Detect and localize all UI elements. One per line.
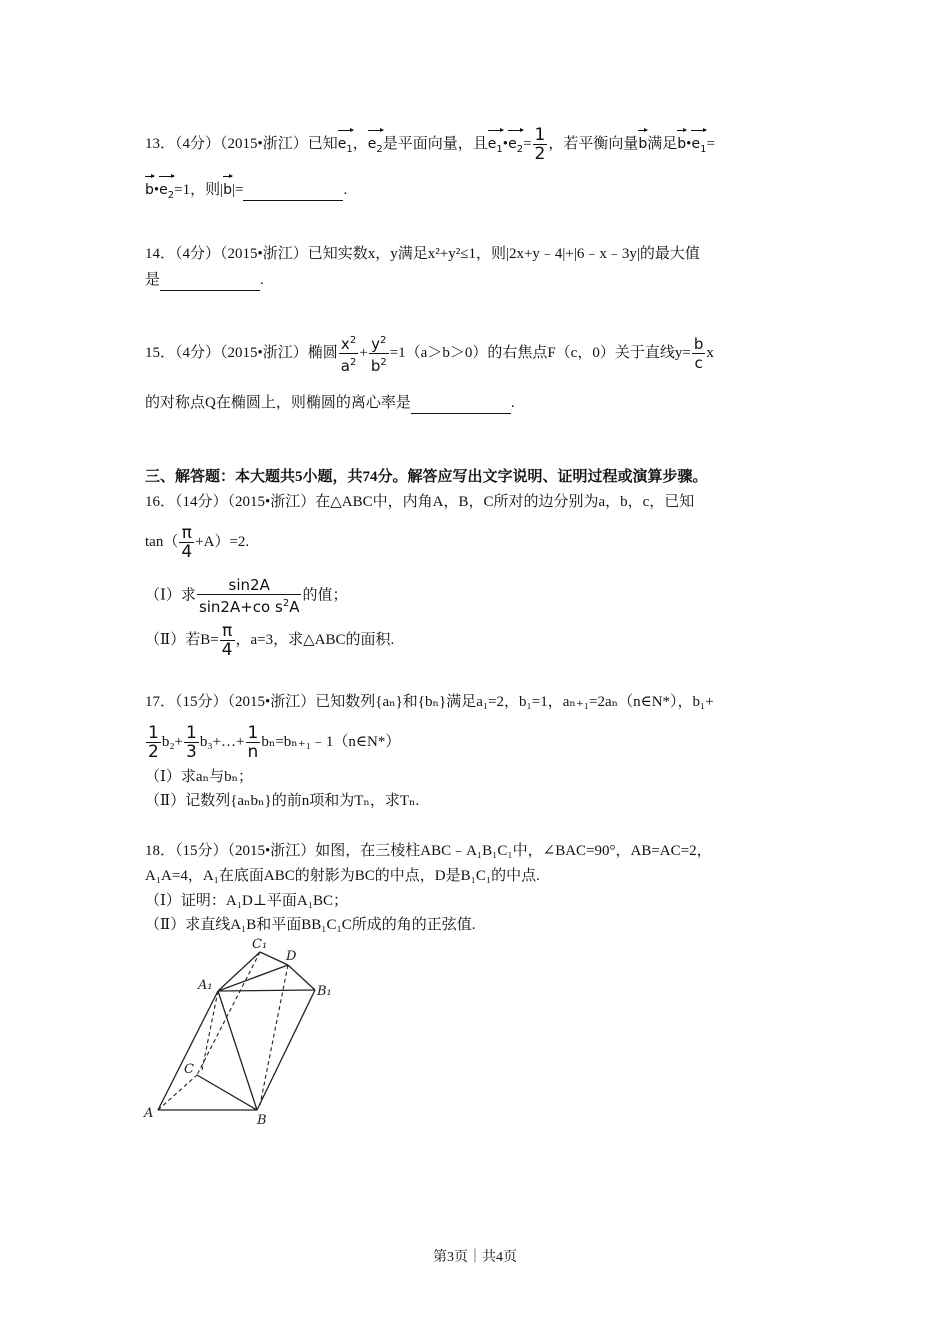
label-b: B — [257, 1113, 267, 1125]
page-footer: 第3页｜共4页 — [433, 1250, 517, 1265]
vector-b: b — [638, 128, 647, 154]
q16-line2: tan（ $\frac{\pi}{4}$ +A）=2. — [145, 523, 250, 562]
vector-e2: $e_2$ — [368, 128, 383, 160]
fraction-sin2a: $\frac{\sin 2A}{\sin 2A+co s^2A}$ — [198, 576, 300, 616]
label-a1: A₁ — [198, 978, 213, 993]
vector-b: b — [223, 174, 232, 200]
fraction-pi-over-4: $\frac{\pi}{4}$ — [181, 523, 193, 562]
q13-line2: $b•e_2=1$，则|b|= . — [145, 174, 347, 206]
vector-e1: $e_1$ — [338, 128, 353, 160]
fraction-1-n: $\frac{1}{n}$ — [247, 723, 259, 762]
q17-line2: $\frac{1}{2}$ b₂+ $\frac{1}{3}$ b₃+…+ $\frac{1}{n}$ bₙ=bₙ₊₁﹣1（n∈N*） — [148, 723, 401, 762]
fraction-pi-over-4: $\frac{\pi}{4}$ — [221, 621, 233, 660]
answer-blank — [243, 180, 343, 201]
label-c1: C₁ — [252, 937, 268, 952]
fraction-y2-b2: $\frac{y^2}{b^2}$ — [369, 332, 389, 375]
q18-line2: A₁A=4，A₁在底面ABC的射影为BC的中点，D是B₁C₁的中点. — [145, 868, 540, 884]
prism-figure — [140, 935, 360, 1125]
q15-line2: 的对称点Q在椭圆上，则椭圆的离心率是 . — [145, 393, 515, 414]
label-c: C — [184, 1062, 194, 1077]
q14-line1: 14．（4分）（2015•浙江）已知实数x，y满足x²+y²≤1，则|2x+y﹣4|+|6﹣x﹣3y|的最大值 — [145, 246, 700, 262]
fraction-one-half: $\frac{1}{2}$ — [534, 125, 546, 164]
q18-line1: 18．（15分）（2015•浙江）如图，在三棱柱ABC﹣A₁B₁C₁中，∠BAC=90°，AB=AC=2， — [145, 843, 712, 859]
vector-e2: $e_2$ — [508, 128, 523, 160]
section-heading: 三、解答题：本大题共5小题，共74分。解答应写出文字说明、证明过程或演算步骤。 — [145, 469, 708, 485]
label-d: D — [286, 949, 297, 964]
answer-blank — [411, 393, 511, 414]
q16-part1: （Ⅰ）求 $\frac{\sin 2A}{\sin 2A+co s^2A}$ 的值； — [145, 576, 348, 616]
q15-line1: 15．（4分）（2015•浙江）椭圆 $\frac{x^2}{a^2}$ + $\frac{y^2}{b^2}$ =1（a＞b＞0）的右焦点F（c，0）关于直线y= $\frac{b}{c}$ x — [145, 332, 714, 375]
q17-part2: （Ⅱ）记数列{aₙbₙ}的前n项和为Tₙ，求Tₙ. — [145, 793, 420, 809]
q17-line1: 17．（15分）（2015•浙江）已知数列{aₙ}和{bₙ}满足a₁=2，b₁=1，aₙ₊₁=2aₙ（n∈N*），b₁+ — [145, 694, 714, 710]
fraction-1-2: $\frac{1}{2}$ — [148, 723, 159, 762]
vector-e1: $e_1$ — [488, 128, 503, 160]
q17-part1: （Ⅰ）求aₙ与bₙ； — [145, 769, 254, 785]
label-a: A — [144, 1106, 154, 1121]
vector-b: b — [677, 128, 686, 154]
q16-line1: 16．（14分）（2015•浙江）在△ABC中，内角A，B，C所对的边分别为a，b，c，已知 — [145, 494, 695, 510]
vector-e1: $e_1$ — [691, 128, 706, 160]
answer-blank — [160, 270, 260, 291]
q13-line1: 13．（4分）（2015•浙江）已知$e_1$，$e_2$是平面向量，且$e_1•e_2=$ $\frac{1}{2}$ ，若平衡向量b满足$b•e_1=$ — [145, 125, 715, 164]
q18-part1: （Ⅰ）证明：A₁D⊥平面A₁BC； — [145, 893, 348, 909]
fraction-b-c: $\frac{b}{c}$ — [693, 335, 704, 372]
fraction-x2-a2: $\frac{x^2}{a^2}$ — [339, 332, 359, 375]
fraction-1-3: $\frac{1}{3}$ — [186, 723, 197, 762]
vector-e2: $e_2$ — [159, 174, 174, 206]
q16-part2: （Ⅱ）若B= $\frac{\pi}{4}$ ，a=3，求△ABC的面积. — [145, 621, 395, 660]
label-b1: B₁ — [317, 984, 332, 999]
q14-line2: 是 . — [145, 270, 264, 291]
q18-part2: （Ⅱ）求直线A₁B和平面BB₁C₁C所成的角的正弦值. — [145, 917, 476, 933]
vector-b: b — [145, 174, 154, 200]
